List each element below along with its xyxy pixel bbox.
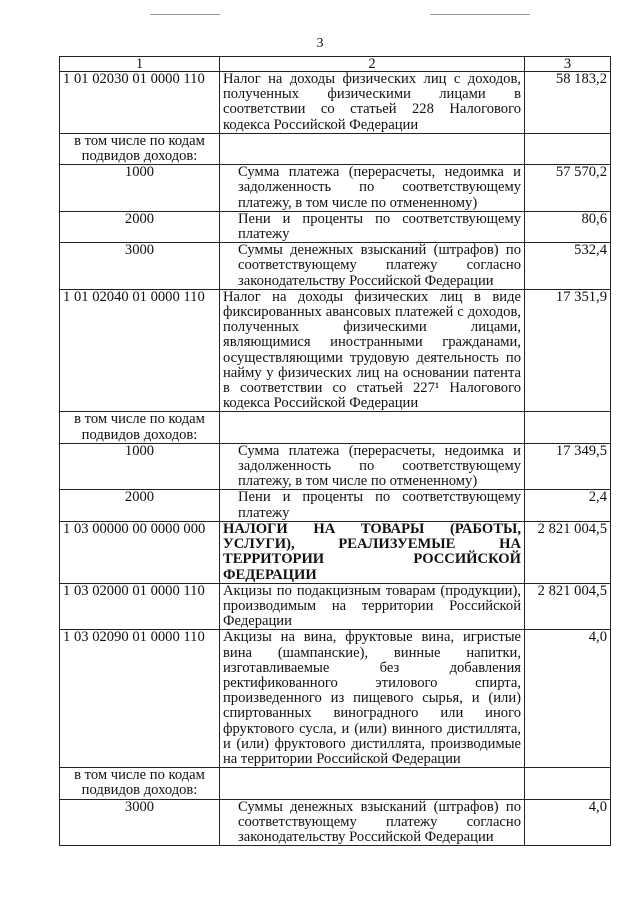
amount: 2 821 004,5 [525,521,611,583]
revenue-description: Сумма платежа (перерасчеты, недоимка и задолженность по соответствующему платежу, в том числе по отмененному) [220,443,525,490]
table-row [60,211,611,242]
subtype-code: 2000 [60,490,220,521]
subtype-code: 1000 [60,443,220,490]
subtype-code: в том числе по кодам подвидов доходов: [60,133,220,164]
classification-code: 1 03 02090 01 0000 110 [60,630,220,768]
scan-dash [430,14,530,15]
subtype-code: в том числе по кодам подвидов доходов: [60,768,220,799]
revenue-description: Акцизы на вина, фруктовые вина, игристые вина (шампанские), винные напитки, изготавливаемые без добавления ректификованного этилового спирта, произведенного из пищевого сырья, и (или) спиртованных виноградного или иного фруктового сусла, и (или) винного дистиллята, и (или) фруктового дистиллята, производимые на территории Российской Федерации [220,630,525,768]
scan-dash [150,14,220,15]
table-row [60,72,611,134]
scan-marks [0,14,640,18]
subtype-code: 2000 [60,211,220,242]
header-row [60,57,611,72]
revenue-description [220,412,525,443]
page-number: 3 [316,36,324,51]
subtype-code: 3000 [60,243,220,290]
table-row [60,289,611,412]
table-body [60,72,611,846]
table-row [60,133,611,164]
amount: 17 351,9 [525,289,611,412]
amount: 2,4 [525,490,611,521]
table-row [60,768,611,799]
revenue-description: Акцизы по подакцизным товарам (продукции), производимым на территории Российской Федерации [220,583,525,630]
revenue-description: Налог на доходы физических лиц с доходов, полученных физическими лицами в соответствии со статьей 228 Налогового кодекса Российской Федерации [220,72,525,134]
classification-code: 1 01 02030 01 0000 110 [60,72,220,134]
amount: 58 183,2 [525,72,611,134]
table-row [60,521,611,583]
revenue-description: Пени и проценты по соответствующему платежу [220,490,525,521]
amount: 57 570,2 [525,165,611,212]
amount [525,768,611,799]
table-row [60,799,611,846]
amount: 4,0 [525,799,611,846]
amount: 17 349,5 [525,443,611,490]
amount: 532,4 [525,243,611,290]
table-row [60,490,611,521]
revenue-description: Налог на доходы физических лиц в виде фиксированных авансовых платежей с доходов, полученных физическими лицами, являющимися иностранными гражданами, осуществляющими трудовую деятельность по найму у физических лиц на основании патента в соответствии со статьей 227¹ Налогового кодекса Российской Федерации [220,289,525,412]
revenue-table [59,56,611,846]
table-row [60,630,611,768]
subtype-code: в том числе по кодам подвидов доходов: [60,412,220,443]
column-header: 1 [60,57,220,72]
amount: 2 821 004,5 [525,583,611,630]
revenue-description [220,768,525,799]
amount [525,412,611,443]
revenue-description: Суммы денежных взысканий (штрафов) по соответствующему платежу согласно законодательству Российской Федерации [220,243,525,290]
amount: 4,0 [525,630,611,768]
revenue-description: Пени и проценты по соответствующему платежу [220,211,525,242]
table-row [60,165,611,212]
classification-code: 1 01 02040 01 0000 110 [60,289,220,412]
table-row [60,412,611,443]
revenue-description [220,133,525,164]
table-row [60,443,611,490]
amount [525,133,611,164]
subtype-code: 3000 [60,799,220,846]
column-header: 2 [220,57,525,72]
column-header: 3 [525,57,611,72]
revenue-description: НАЛОГИ НА ТОВАРЫ (РАБОТЫ, УСЛУГИ), РЕАЛИЗУЕМЫЕ НА ТЕРРИТОРИИ РОССИЙСКОЙ ФЕДЕРАЦИИ [220,521,525,583]
subtype-code: 1000 [60,165,220,212]
table-row [60,243,611,290]
classification-code: 1 03 02000 01 0000 110 [60,583,220,630]
classification-code: 1 03 00000 00 0000 000 [60,521,220,583]
revenue-description: Суммы денежных взысканий (штрафов) по соответствующему платежу согласно законодательству Российской Федерации [220,799,525,846]
revenue-description: Сумма платежа (перерасчеты, недоимка и задолженность по соответствующему платежу, в том числе по отмененному) [220,165,525,212]
amount: 80,6 [525,211,611,242]
table-row [60,583,611,630]
